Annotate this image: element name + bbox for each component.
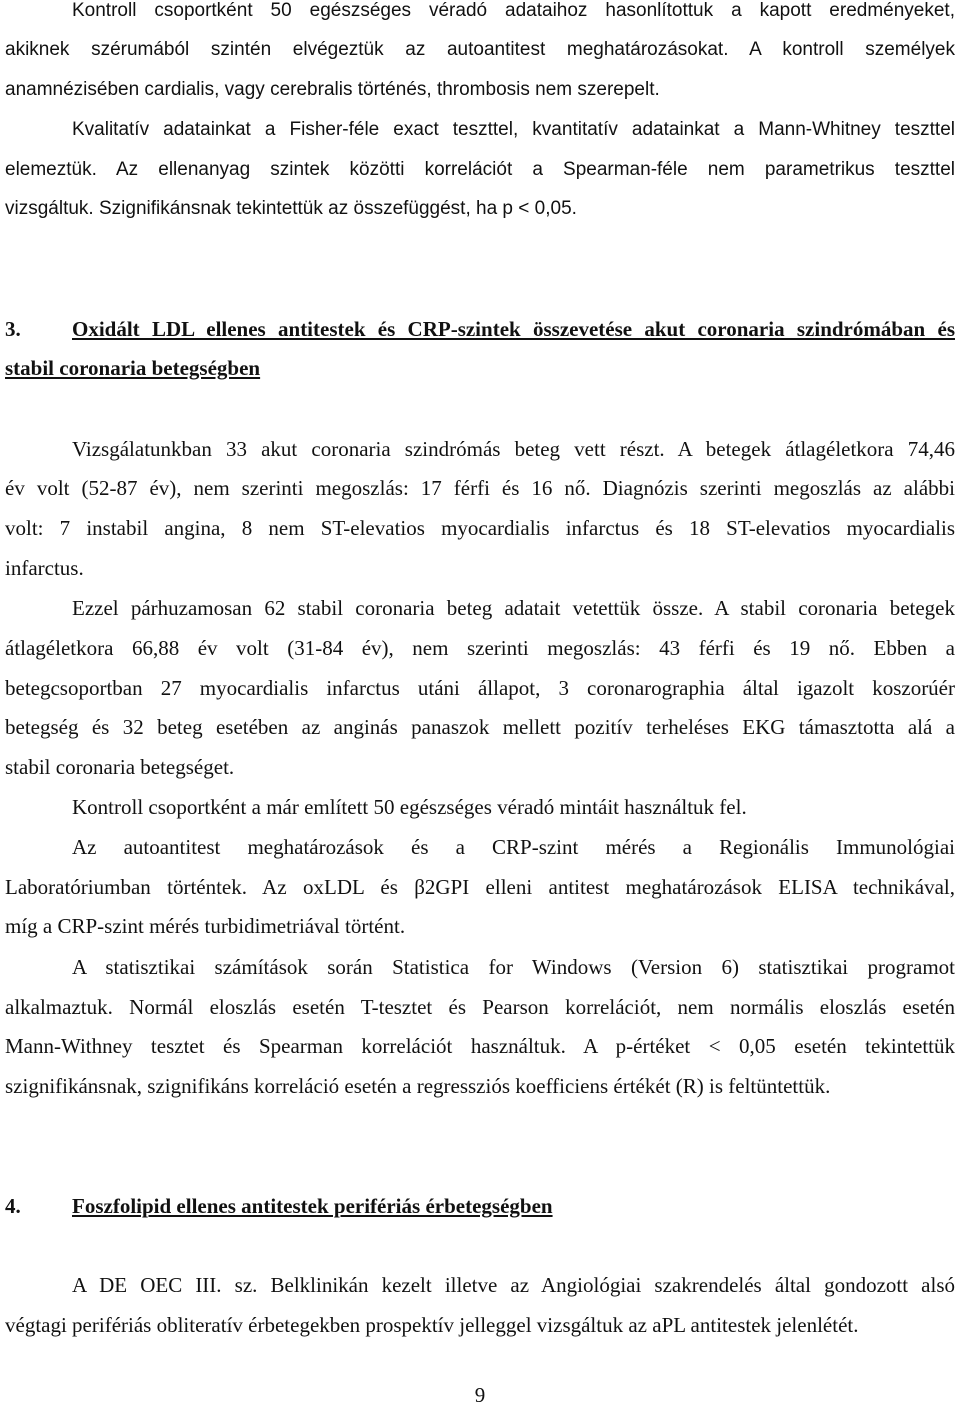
paragraph-line: volt: 7 instabil angina, 8 nem ST-elevatios myocardialis infarctus és 18 ST-elevatios myocardialis [5, 516, 955, 540]
paragraph-line: anamnézisében cardialis, vagy cerebralis történés, thrombosis nem szerepelt. [5, 79, 660, 100]
paragraph-line: A statisztikai számítások során Statistica for Windows (Version 6) statisztikai programot [72, 955, 955, 979]
paragraph-line: Az autoantitest meghatározások és a CRP-szint mérés a Regionális Immunológiai [72, 835, 955, 859]
paragraph-line: betegcsoportban 27 myocardialis infarctus utáni állapot, 3 coronarographia által igazolt koszorúér [5, 676, 955, 700]
section-4-heading [5, 1193, 955, 1219]
paragraph-line: év volt (52-87 év), nem szerinti megoszlás: 17 férfi és 16 nő. Diagnózis szerinti megoszlás az alábbi [5, 476, 955, 500]
paragraph-line: Kontroll csoportként a már említett 50 egészséges véradó mintáit használtuk fel. [72, 795, 747, 819]
paragraph-line: akiknek szérumából szintén elvégeztük az autoantitest meghatározásokat. A kontroll személyek [5, 39, 955, 60]
paragraph-line: Ezzel párhuzamosan 62 stabil coronaria beteg adatait vetettük össze. A stabil coronaria betegek [72, 596, 955, 620]
paragraph-line: Vizsgálatunkban 33 akut coronaria szindrómás beteg vett részt. A betegek átlagéletkora 74,46 [72, 437, 955, 461]
page-number: 9 [474, 1383, 486, 1407]
section-3-title: Oxidált LDL ellenes antitestek és CRP-szintek összevetése akut coronaria szindrómában és [72, 317, 955, 341]
paragraph-line: vizsgáltuk. Szignifikánsnak tekintettük az összefüggést, ha p < 0,05. [5, 198, 577, 219]
paragraph-line: végtagi perifériás obliteratív érbetegekben prospektív jelleggel vizsgáltuk az aPL antitestek jelenlétét. [5, 1313, 859, 1337]
paragraph-line: A DE OEC III. sz. Belklinikán kezelt illetve az Angiológiai szakrendelés által gondozott alsó [72, 1273, 955, 1297]
paragraph-line: Mann-Withney tesztet és Spearman korrelációt használtuk. A p-értéket < 0,05 esetén tekintettük [5, 1034, 955, 1058]
paragraph-line: infarctus. [5, 556, 84, 580]
paragraph-line: míg a CRP-szint mérés turbidimetriával történt. [5, 914, 406, 938]
section-3-title-continued: stabil coronaria betegségben [5, 356, 261, 380]
paragraph-line: elemeztük. Az ellenanyag szintek közötti korrelációt a Spearman-féle nem parametrikus teszttel [5, 159, 955, 180]
section-3-number: 3. [5, 317, 21, 341]
section-4-number: 4. [5, 1194, 21, 1218]
paragraph-line: Kontroll csoportként 50 egészséges véradó adataihoz hasonlítottuk a kapott eredményeket, [72, 0, 955, 21]
paragraph-line: stabil coronaria betegséget. [5, 755, 235, 779]
paragraph-line: alkalmaztuk. Normál eloszlás esetén T-tesztet és Pearson korrelációt, nem normális eloszlás esetén [5, 995, 955, 1019]
paragraph-line: átlagéletkora 66,88 év volt (31-84 év), nem szerinti megoszlás: 43 férfi és 19 nő. Ebben a [5, 636, 955, 660]
paragraph-line: szignifikánsnak, szignifikáns korreláció esetén a regressziós koefficiens értékét (R) is feltüntettük. [5, 1074, 831, 1098]
section-4-title: Foszfolipid ellenes antitestek perifériás érbetegségben [72, 1194, 553, 1218]
paragraph-line: Laboratóriumban történtek. Az oxLDL és β2GPI elleni antitest meghatározások ELISA technikával, [5, 875, 955, 899]
section-3-heading [5, 316, 955, 342]
paragraph-line: Kvalitatív adatainkat a Fisher-féle exact teszttel, kvantitatív adatainkat a Mann-Whitney teszttel [72, 119, 955, 140]
paragraph-line: betegség és 32 beteg esetében az anginás panaszok mellett pozitív terheléses EKG támasztotta alá a [5, 715, 955, 739]
